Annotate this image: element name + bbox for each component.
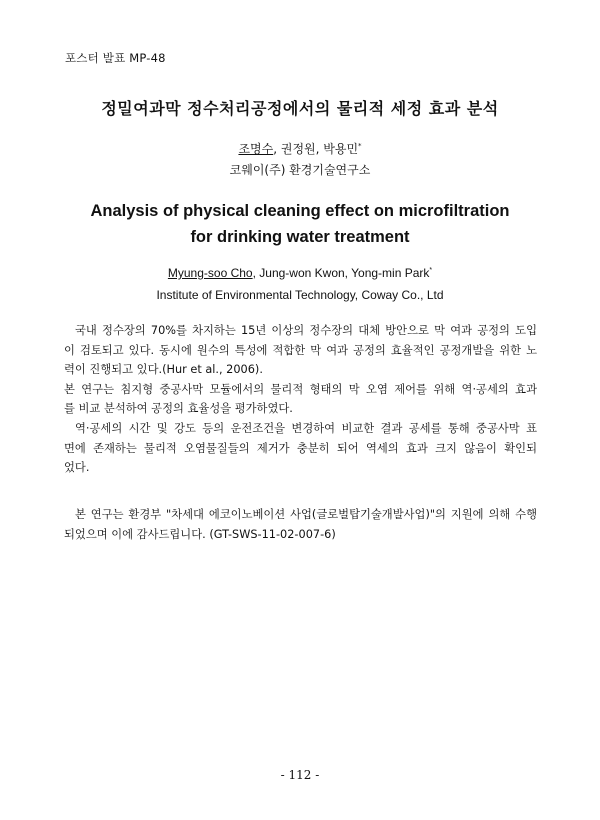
abstract-line: 를 비교 분석하여 공정의 효율성을 평가하였다. [64, 402, 293, 416]
abstract-line: 이 검토되고 있다. 동시에 원수의 특성에 적합한 막 여과 공정의 효율적인 공정개발을 위한 노 [64, 343, 537, 357]
korean-presenting-author: 조명수 [238, 142, 274, 156]
korean-affiliation: 코웨이(주) 환경기술연구소 [229, 163, 371, 177]
english-title [0, 198, 600, 250]
acknowledgement-line: 되었으며 이에 감사드립니다. (GT-SWS-11-02-007-6) [64, 527, 336, 541]
acknowledgement [64, 505, 537, 544]
english-coauthors: , Jung-won Kwon, Yong-min Park [252, 266, 430, 280]
english-corresponding-mark: * [429, 267, 433, 274]
english-affiliation: Institute of Environmental Technology, Coway Co., Ltd [156, 288, 444, 302]
korean-title: 정밀여과막 정수처리공정에서의 물리적 세정 효과 분석 [101, 99, 499, 118]
abstract-line: 본 연구는 침지형 중공사막 모듈에서의 물리적 형태의 막 오염 제어를 위해 역·공세의 효과 [64, 382, 537, 396]
english-authors [0, 266, 600, 280]
korean-authors [0, 140, 600, 157]
korean-coauthors: , 권정원, 박용민 [273, 142, 359, 156]
english-presenting-author: Myung-soo Cho [167, 266, 253, 280]
acknowledgement-line: 본 연구는 환경부 "차세대 에코이노베이션 사업(글로벌탑기술개발사업)"의 지원에 의해 수행 [75, 508, 537, 521]
abstract-line: 었다. [64, 461, 90, 475]
page-number: - 112 - [280, 768, 320, 782]
abstract-line: 면에 존재하는 물리적 오염물질들의 제거가 충분히 되어 역세의 효과 크지 않음이 확인되 [64, 441, 537, 455]
abstract-line: 역·공세의 시간 및 강도 등의 운전조건을 변경하여 비교한 결과 공세를 통해 중공사막 표 [75, 421, 537, 435]
abstract-body [64, 321, 537, 478]
english-title-line: Analysis of physical cleaning effect on microfiltration [90, 202, 510, 220]
abstract-line: 력이 진행되고 있다.(Hur et al., 2006). [64, 363, 263, 377]
english-title-line: for drinking water treatment [190, 228, 410, 246]
korean-corresponding-mark: * [358, 142, 362, 150]
session-label: 포스터 발표 MP-48 [65, 51, 166, 65]
abstract-line: 국내 정수장의 70%를 차지하는 15년 이상의 정수장의 대체 방안으로 막 여과 공정의 도입 [75, 324, 537, 337]
